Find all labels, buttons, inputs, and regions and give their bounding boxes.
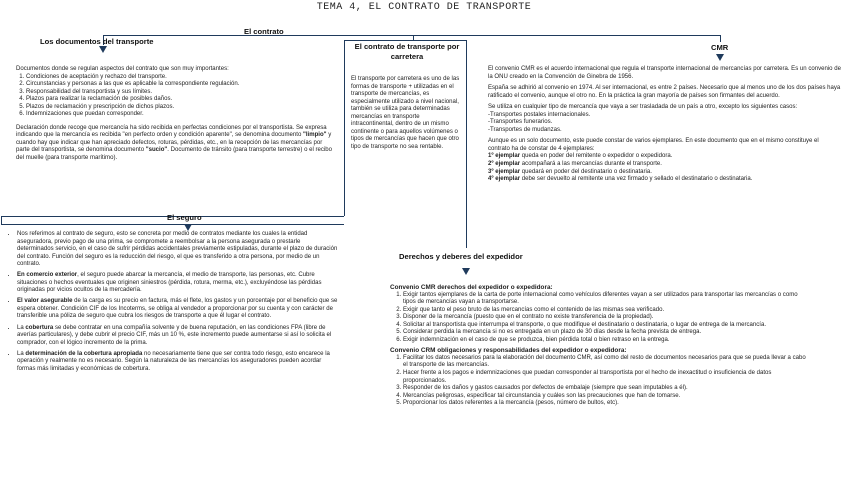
list-item: 6. Indemnizaciones que puedan corresponder. — [26, 111, 334, 119]
list-item: 3. Responsabilidad del transportista y sus límites. — [26, 89, 334, 97]
list-item: 5. Plazos de reclamación y prescripción de dichos plazos. — [26, 104, 334, 112]
cmr-p1: El convenio CMR es el acuerdo internacional que regula el transporte internacional de mercancías por carretera. Es un convenio de la ONU creado en la Convención de Ginebra de 1956. — [488, 66, 841, 80]
list-item: 1. Condiciones de aceptación y rechazo del transporte. — [26, 74, 334, 82]
derechos-heading: Derechos y deberes del expedidor — [399, 252, 523, 261]
cmr-ejemplar: 2º ejemplar acompañará a las mercancías durante el transporte. — [488, 161, 662, 168]
cmr-case: -Transportes funerarios. — [488, 119, 553, 126]
cmr-block — [488, 66, 842, 184]
list-item: 4. Plazos para realizar la reclamación de posibles daños. — [26, 96, 334, 104]
root-node: El contrato — [244, 27, 284, 36]
list-item: 4. Mercancías peligrosas, especificar tal circunstancia y cuáles son las precauciones que han de tomarse. — [403, 393, 810, 401]
list-item: 5. Considerar perdida la mercancía si no es entregada en un plazo de 30 días desde la fecha prevista de entrega. — [403, 329, 810, 337]
docs-block — [16, 66, 334, 167]
cmr-p2: España se adhirió al convenio en 1974. Al ser internacional, es entre 2 países. Necesario que al menos uno de los dos países haya ratificado el convenio, aunque el otro no. En la práctica la gran mayoría de países son firmantes del acuerdo. — [488, 85, 841, 99]
list-item: 3. Disponer de la mercancía (puesto que en el contrato no existe transferencia de la propiedad). — [403, 314, 810, 322]
cmr-ejemplar: 1º ejemplar queda en poder del remitente o expedidor o expedidora. — [488, 153, 673, 160]
cmr-heading: CMR — [711, 43, 729, 52]
derechos-list2 — [390, 355, 810, 408]
seguro-heading: El seguro — [167, 213, 202, 222]
list-item: 2. Circunstancias y personas a las que es aplicable la correspondiente regulación. — [26, 81, 334, 89]
list-item: 5. Proporcionar los datos referentes a la mercancía (pesos, número de bultos, etc). — [403, 400, 810, 408]
list-item: 2. Hacer frente a los pagos e indemnizaciones que puedan corresponder al transportista por el hecho de inexactitud o insuficiencia de datos proporcionados. — [403, 370, 810, 385]
list-item: • La determinación de la cobertura apropiada no necesariamente tiene que ser contra todo riesgo, esto encarece la operación y realmente no es necesario. Según la naturaleza de las mercancías los aseguradores pueden acordar formas más limitadas y económicas de cobertura. — [17, 351, 338, 374]
list-item: 3. Responder de los daños y gastos causados por defectos de embalaje (siempre que sean imputables a él). — [403, 385, 810, 393]
carretera-heading: El contrato de transporte por carretera — [354, 42, 460, 61]
docs-intro: Documentos donde se regulan aspectos del contrato que son muy importantes: — [16, 66, 229, 72]
derechos-sub2: Convenio CRM obligaciones y responsabilidades del expedidor o expedidora: — [390, 347, 627, 355]
list-item: 2. Exigir que tanto el peso bruto de las mercancías como el contenido de las mismas sea verificado. — [403, 307, 810, 315]
list-item: 1. Facilitar los datos necesarios para la elaboración del documento CMR, así como del resto de documentos necesarios para que se pueda llevar a cabo el transporte de las mercancías. — [403, 355, 810, 370]
derechos-list1 — [390, 292, 810, 345]
seguro-list — [8, 231, 338, 373]
list-item: • Nos referimos al contrato de seguro, esto se concreta por medio de contratos mediante los cuales la entidad aseguradora, previo pago de una prima, se compromete a reembolsar a la persona asegurada o prestarle determinados servicio, en el caso de sufrir pérdidas accidentales previamente estipuladas, durante el plazo de duración del contrato. Función del seguro es la reducción del riesgo, el que es transferido a otra persona, por medio de un contrato. — [17, 231, 338, 269]
docs-heading: Los documentos del transporte — [40, 37, 154, 46]
list-item: 6. Exigir indemnización en el caso de que se produzca, bien pérdida total o bien retraso en la entrega. — [403, 337, 810, 345]
seguro-block — [8, 231, 338, 377]
derechos-block — [390, 284, 810, 408]
list-item: • El valor asegurable de la carga es su precio en factura, más el flete, los gastos y un porcentaje por el beneficio que se espera obtener. Condición CIF de los Incoterms, se obliga al vendedor a proporcionar por su cuenta y con carácter de transferible una póliza de seguro que cubra los riesgos de transporte a que él lugar el contrato. — [17, 298, 338, 321]
cmr-case: -Transportes postales internacionales. — [488, 111, 591, 118]
list-item: • En comercio exterior, el seguro puede abarcar la mercancía, el medio de transporte, las personas, etc. Cubre situaciones o hechos eventuales que originen siniestros (pérdida, rotura, merma, etc.), excluyéndose las pérdidas originadas por vicios ocultos de la mercadería. — [17, 272, 338, 295]
docs-declaration: Declaración donde recoge que mercancía ha sido recibida en perfectas condiciones por el transportista. Se expresa indicando que la mercancía es recibida "en perfecto orden y condición aparente", se denomina documento "limpio" y cuando hay que indicar que han apreciado defectos, roturas, pérdidas, etc., en la recepción de las mercancías por parte del transportista, se denomina documento "sucio". Documento de tránsito (para transporte terrestre) o el recibo del muelle (para transporte marítimo). — [16, 124, 332, 162]
list-item: 4. Solicitar al transportista que interrumpa el transporte, o que modifique el destinatario o destinataria, o lugar de entrega de la mercancía. — [403, 322, 810, 330]
cmr-p4: Aunque es un solo documento, este puede constar de varios ejemplares. En este documento que en el mismo constituye el contrato ha de constar de 4 ejemplares: — [488, 138, 819, 152]
list-item: 1. Exigir tantos ejemplares de la carta de porte internacional como vehículos diferentes vayan a ser utilizados para transportar las mercancías o como tipos de mercancías vayan a transportarse. — [403, 292, 810, 307]
cmr-case: -Transportes de mudanzas. — [488, 126, 562, 133]
derechos-sub1: Convenio CMR derechos del expedidor o expedidora: — [390, 284, 553, 291]
cmr-p3: Se utiliza en cualquier tipo de mercancía que vaya a ser trasladada de un país a otro, excepto los siguientes casos: — [488, 104, 798, 111]
list-item: • La cobertura se debe contratar en una compañía solvente y de buena reputación, en las condiciones FPA (libre de averías particulares), y debe cubrir el precio CIF, más un 10 %, este incremento puede aumentarse si así lo solicita el comprador, con el lógico incremento de la prima. — [17, 325, 338, 348]
docs-list — [16, 74, 334, 119]
cmr-ejemplar: 3º ejemplar quedará en poder del destinatario o destinataria. — [488, 168, 652, 175]
page-title: TEMA 4, EL CONTRATO DE TRANSPORTE — [316, 2, 532, 13]
carretera-text: El transporte por carretera es uno de las formas de transporte + utilizadas en el transporte de mercancías, es especialmente utilizado a nivel nacional, también se utiliza para determinadas mercancías en transporte intracontinental, dentro de un mismo continente o para aquellos volúmenes o tipos de mercancías que hacen que otro tipo de transporte no sea rentable. — [351, 76, 460, 150]
cmr-ejemplar: 4º ejemplar debe ser devuelto al remitente una vez firmado y sellado el destinatario o destinataria. — [488, 176, 753, 183]
